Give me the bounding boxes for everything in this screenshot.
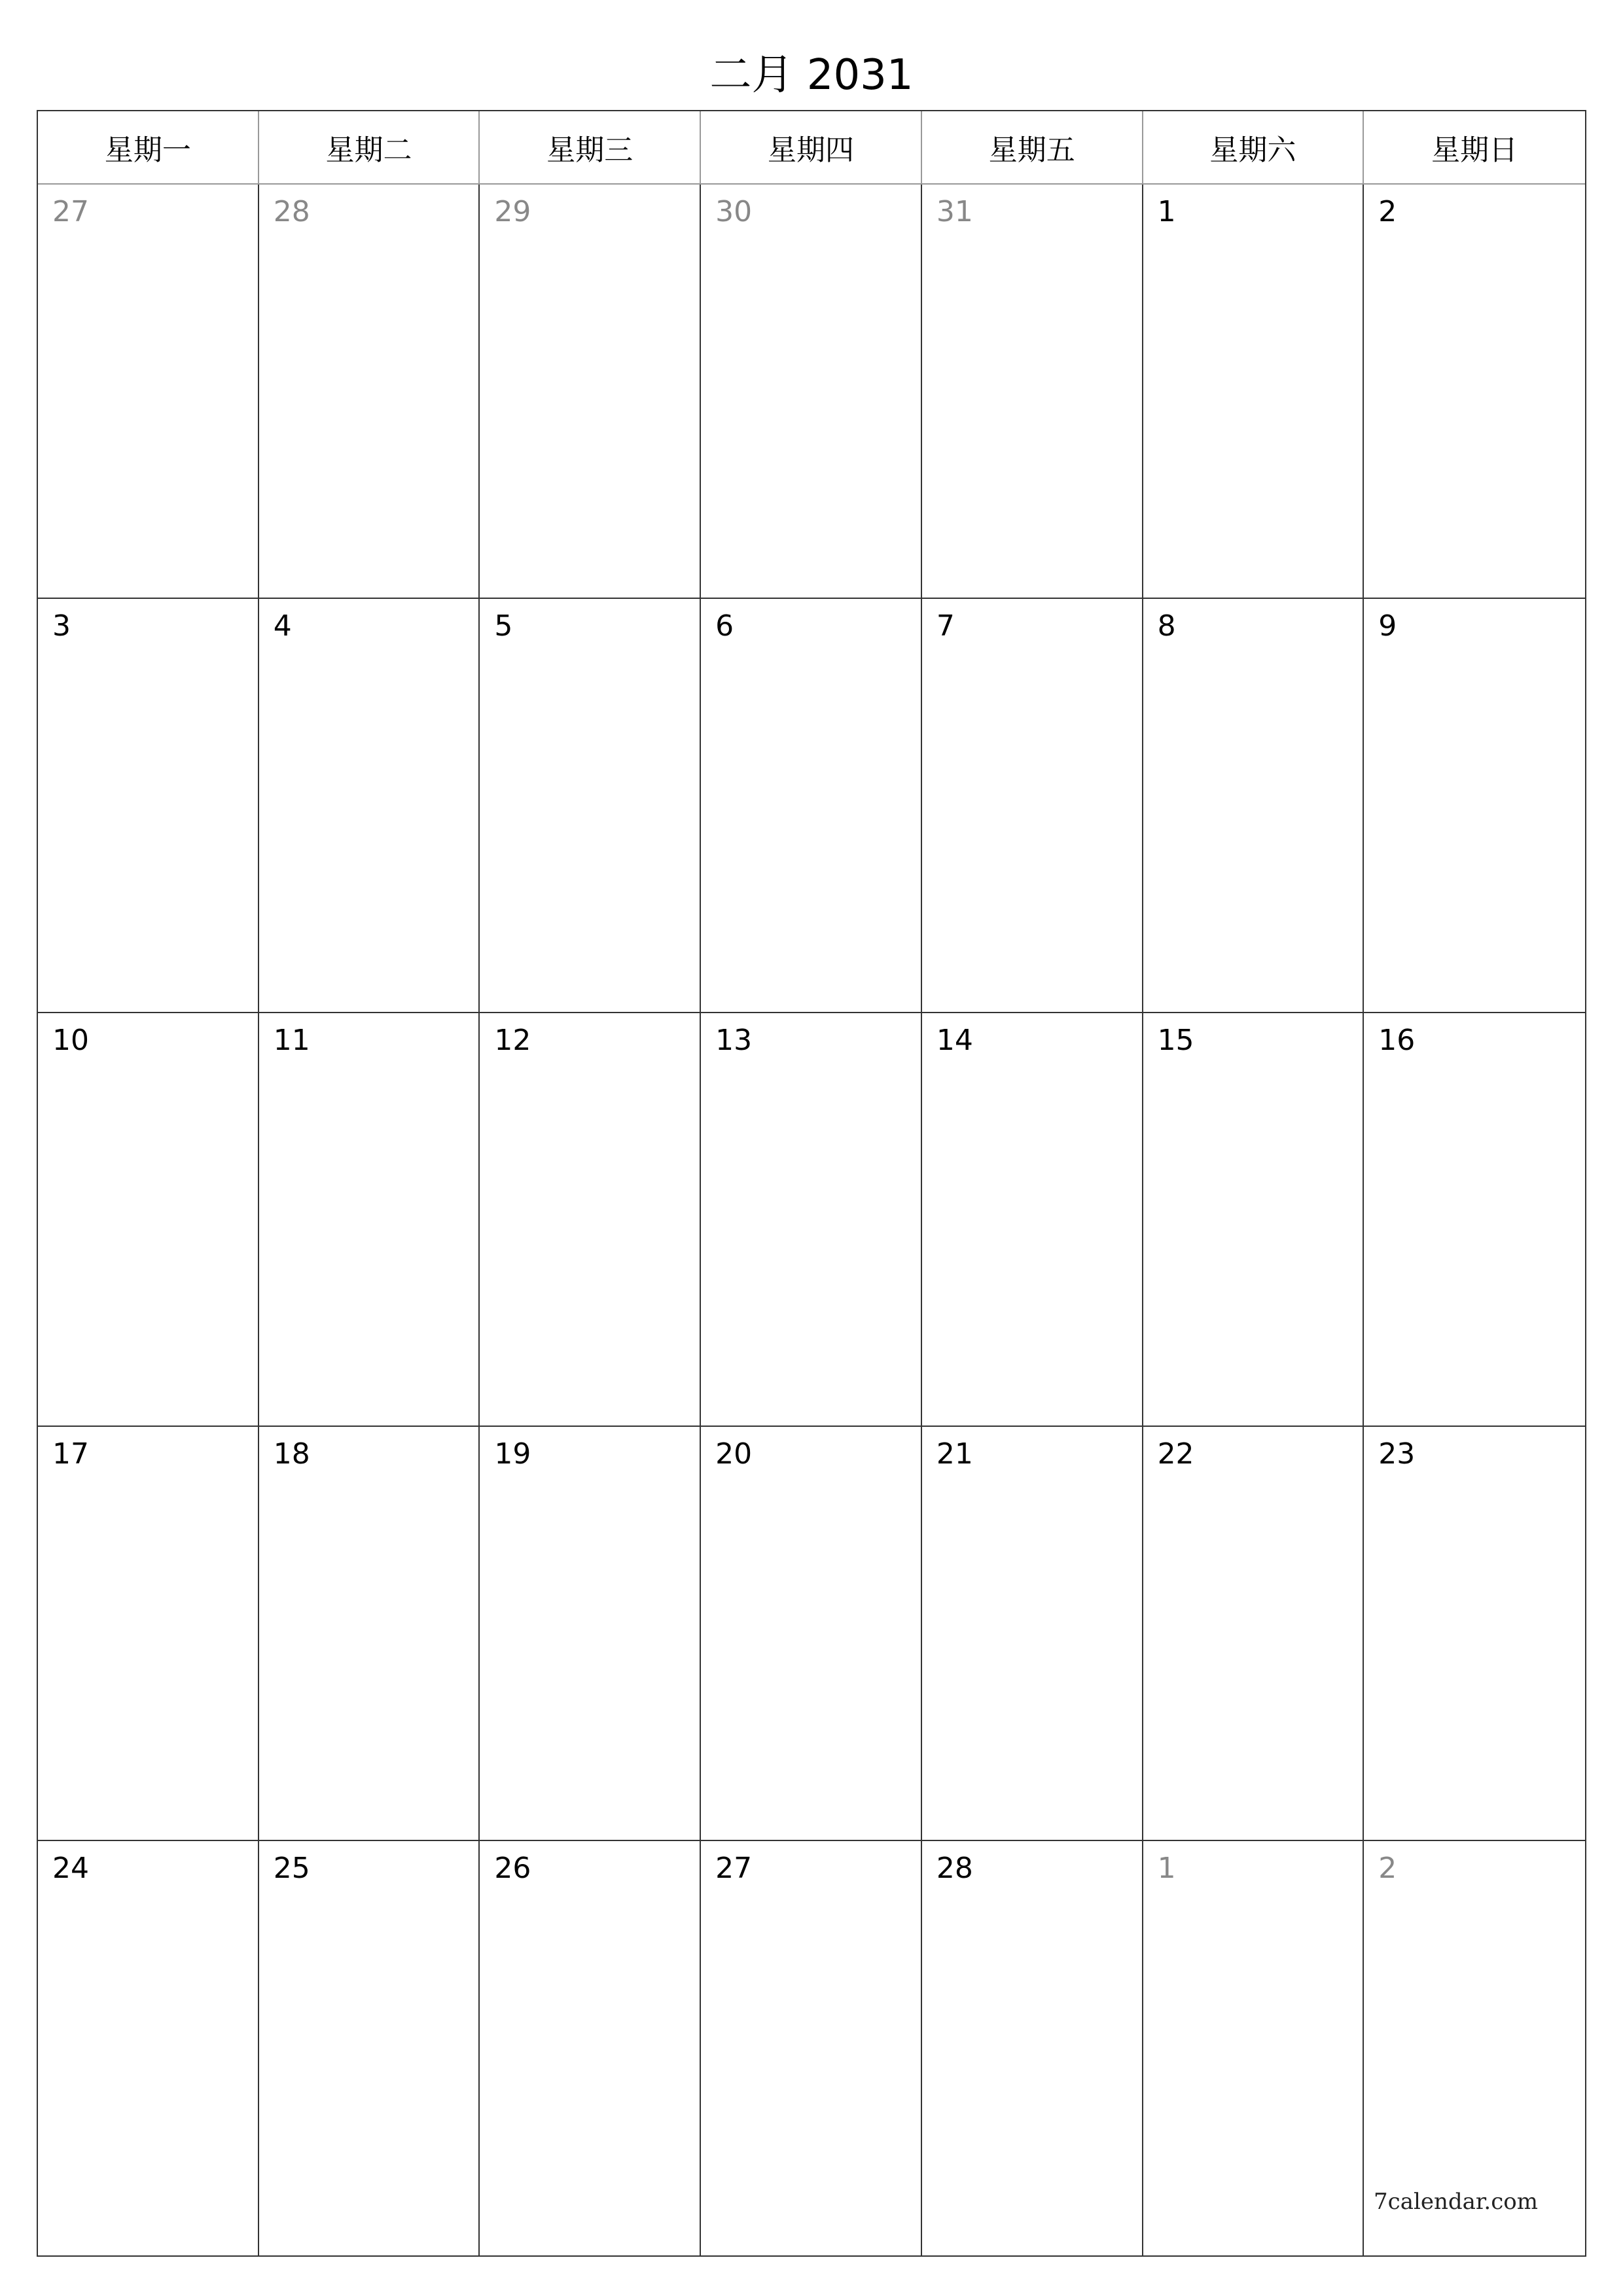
day-cell[interactable] [701, 599, 922, 1013]
day-number: 24 [52, 1852, 89, 1886]
day-number: 9 [1378, 609, 1397, 643]
day-grid [38, 185, 1585, 2255]
day-number: 1 [1157, 195, 1176, 228]
day-cell[interactable] [701, 1841, 922, 2255]
day-cell[interactable] [480, 185, 701, 599]
day-number: 18 [273, 1437, 310, 1471]
weekday-header-sat: 星期六 [1143, 111, 1364, 183]
day-number: 17 [52, 1437, 89, 1471]
day-number: 6 [715, 609, 734, 643]
day-number: 28 [936, 1852, 973, 1886]
day-cell[interactable] [1143, 185, 1364, 599]
day-number: 30 [715, 195, 753, 228]
day-cell[interactable] [259, 1427, 480, 1841]
day-cell[interactable] [1364, 1427, 1585, 1841]
weekday-header-fri: 星期五 [922, 111, 1143, 183]
site-watermark: 7calendar.com [1374, 2189, 1538, 2215]
day-number: 2 [1378, 1852, 1397, 1886]
day-number: 10 [52, 1023, 89, 1057]
day-number: 8 [1157, 609, 1176, 643]
day-number: 4 [273, 609, 292, 643]
day-number: 1 [1157, 1852, 1176, 1886]
day-number: 2 [1378, 195, 1397, 228]
day-number: 14 [936, 1023, 973, 1057]
weekday-header-tue: 星期二 [259, 111, 480, 183]
day-number: 22 [1157, 1437, 1194, 1471]
day-cell[interactable] [259, 1841, 480, 2255]
day-cell[interactable] [701, 185, 922, 599]
day-cell[interactable] [701, 1427, 922, 1841]
weekday-header-mon: 星期一 [38, 111, 259, 183]
day-number: 23 [1378, 1437, 1416, 1471]
day-number: 19 [494, 1437, 531, 1471]
day-cell[interactable] [38, 1013, 259, 1427]
day-number: 26 [494, 1852, 531, 1886]
day-cell[interactable] [480, 1841, 701, 2255]
day-number: 28 [273, 195, 310, 228]
day-cell[interactable] [1143, 1013, 1364, 1427]
day-number: 5 [494, 609, 513, 643]
day-cell[interactable] [259, 599, 480, 1013]
day-cell[interactable] [38, 1841, 259, 2255]
day-cell[interactable] [38, 1427, 259, 1841]
day-cell[interactable] [1364, 1013, 1585, 1427]
day-cell[interactable] [922, 1013, 1143, 1427]
weekday-header-sun: 星期日 [1431, 134, 1518, 167]
day-cell[interactable] [922, 599, 1143, 1013]
day-number: 29 [494, 195, 531, 228]
calendar-grid [37, 110, 1586, 2257]
day-number: 12 [494, 1023, 531, 1057]
day-cell[interactable] [259, 185, 480, 599]
day-number: 27 [52, 195, 89, 228]
day-cell[interactable] [38, 599, 259, 1013]
day-number: 16 [1378, 1023, 1416, 1057]
day-cell[interactable] [480, 1013, 701, 1427]
day-number: 13 [715, 1023, 753, 1057]
day-cell[interactable] [259, 1013, 480, 1427]
day-number: 20 [715, 1437, 753, 1471]
day-cell[interactable] [922, 1841, 1143, 2255]
day-number: 25 [273, 1852, 310, 1886]
day-cell[interactable] [480, 599, 701, 1013]
day-cell[interactable] [922, 185, 1143, 599]
page-title: 二月 2031 [709, 51, 914, 99]
day-cell[interactable] [922, 1427, 1143, 1841]
day-number: 7 [936, 609, 955, 643]
weekday-header-row [38, 111, 1585, 185]
day-number: 15 [1157, 1023, 1194, 1057]
day-cell[interactable] [1143, 1427, 1364, 1841]
day-cell[interactable] [1143, 599, 1364, 1013]
weekday-header-thu: 星期四 [701, 111, 922, 183]
day-number: 27 [715, 1852, 753, 1886]
day-cell[interactable] [38, 185, 259, 599]
day-number: 3 [52, 609, 71, 643]
day-number: 21 [936, 1437, 973, 1471]
day-cell[interactable] [1364, 599, 1585, 1013]
day-cell[interactable] [1143, 1841, 1364, 2255]
weekday-header-wed: 星期三 [480, 111, 701, 183]
day-cell[interactable] [1364, 185, 1585, 599]
day-cell[interactable] [701, 1013, 922, 1427]
day-cell[interactable] [480, 1427, 701, 1841]
day-number: 31 [936, 195, 973, 228]
day-number: 11 [273, 1023, 310, 1057]
